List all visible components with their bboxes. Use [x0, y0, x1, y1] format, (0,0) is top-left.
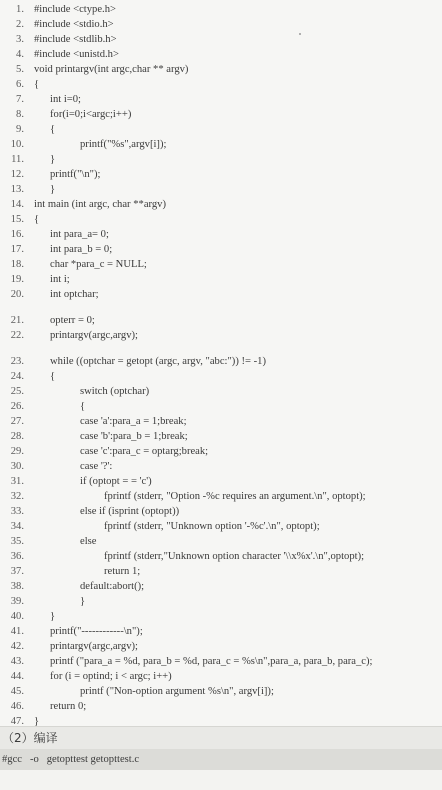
code-text: else if (isprint (optopt)) — [80, 506, 180, 517]
line-number: 27. — [10, 416, 24, 427]
line-number: 3. — [16, 34, 24, 45]
code-text: { — [34, 79, 40, 90]
code-text: int i; — [50, 274, 70, 285]
code-text: { — [34, 214, 40, 225]
line-number: 42. — [10, 641, 24, 652]
line-number: 19. — [10, 274, 24, 285]
code-text: int para_b = 0; — [50, 244, 113, 255]
line-number: 11. — [11, 154, 24, 165]
line-number: 31. — [10, 476, 24, 487]
line-number: 4. — [16, 49, 24, 60]
code-text: { — [50, 371, 56, 382]
line-number: 22. — [10, 330, 24, 341]
line-number: 18. — [10, 259, 24, 270]
code-text: void printargv(int argc,char ** argv) — [34, 64, 189, 75]
line-number: 9. — [16, 124, 24, 135]
line-number: 7. — [16, 94, 24, 105]
line-number: 37. — [10, 566, 24, 577]
compile-command: #gcc -o getopttest getopttest.c — [0, 749, 442, 770]
code-text: { — [80, 401, 86, 412]
code-text: for (i = optind; i < argc; i++) — [50, 671, 172, 682]
code-text: return 0; — [50, 701, 87, 712]
line-number: 5. — [16, 64, 24, 75]
line-number: 15. — [10, 214, 24, 225]
code-text: if (optopt = = 'c') — [80, 476, 152, 487]
line-number: 40. — [10, 611, 24, 622]
line-number: 6. — [16, 79, 24, 90]
line-number: 34. — [10, 521, 24, 532]
line-number: 44. — [10, 671, 24, 682]
code-text: fprintf (stderr, "Option -%c requires an argument.\n", optopt); — [104, 491, 366, 502]
code-text: int main (int argc, char **argv) — [34, 199, 166, 210]
code-text: case '?': — [80, 461, 113, 472]
line-number: 8. — [16, 109, 24, 120]
code-text: printf ("para_a = %d, para_b = %d, para_c = %s\n",para_a, para_b, para_c); — [50, 656, 373, 667]
code-text: printf("\n"); — [50, 169, 101, 180]
code-text: } — [50, 184, 56, 195]
line-number: 23. — [10, 356, 24, 367]
line-number: 32. — [10, 491, 24, 502]
code-text: printf("%s",argv[i]); — [80, 139, 167, 150]
line-number: 30. — [10, 461, 24, 472]
code-text: switch (optchar) — [80, 386, 150, 397]
code-text: #include <stdio.h> — [34, 19, 114, 30]
line-number: 46. — [10, 701, 24, 712]
code-text: opterr = 0; — [50, 315, 95, 326]
line-number: 12. — [10, 169, 24, 180]
code-text: fprintf (stderr, "Unknown option '-%c'.\n", optopt); — [104, 521, 320, 532]
code-text: int para_a= 0; — [50, 229, 109, 240]
line-number: 26. — [10, 401, 24, 412]
line-number: 41. — [10, 626, 24, 637]
speck-mark — [299, 33, 301, 35]
code-text: fprintf (stderr,"Unknown option character '\\x%x'.\n",optopt); — [104, 551, 365, 562]
line-number: 43. — [10, 656, 24, 667]
code-text: } — [34, 716, 40, 727]
line-number: 16. — [10, 229, 24, 240]
code-text: printf("------------\n"); — [50, 626, 143, 637]
line-number: 20. — [10, 289, 24, 300]
code-text: else — [80, 536, 97, 547]
code-text: case 'c':para_c = optarg;break; — [80, 446, 209, 457]
line-number: 36. — [10, 551, 24, 562]
code-text: #include <stdlib.h> — [34, 34, 117, 45]
line-number: 35. — [10, 536, 24, 547]
code-text: } — [80, 596, 86, 607]
code-text: #include <ctype.h> — [34, 4, 116, 15]
code-text: { — [50, 124, 56, 135]
line-number: 38. — [10, 581, 24, 592]
code-text: char *para_c = NULL; — [50, 259, 147, 270]
code-text: printf ("Non-option argument %s\n", argv[i]); — [80, 686, 274, 697]
code-text: } — [50, 611, 56, 622]
code-text: case 'b':para_b = 1;break; — [80, 431, 188, 442]
code-text: #include <unistd.h> — [34, 49, 119, 60]
line-number: 33. — [10, 506, 24, 517]
code-text: return 1; — [104, 566, 141, 577]
line-number: 25. — [10, 386, 24, 397]
line-number: 2. — [16, 19, 24, 30]
line-number: 13. — [10, 184, 24, 195]
line-number: 21. — [10, 315, 24, 326]
line-number: 24. — [10, 371, 24, 382]
line-number: 1. — [16, 4, 24, 15]
code-text: default:abort(); — [80, 581, 145, 592]
code-text: int i=0; — [50, 94, 81, 105]
line-number: 47. — [10, 716, 24, 727]
line-number: 29. — [10, 446, 24, 457]
line-number: 45. — [10, 686, 24, 697]
line-number: 17. — [10, 244, 24, 255]
code-text: printargv(argc,argv); — [50, 641, 138, 652]
line-number: 10. — [10, 139, 24, 150]
code-text: case 'a':para_a = 1;break; — [80, 416, 187, 427]
section-heading: （2）编译 — [0, 727, 442, 749]
code-text: while ((optchar = getopt (argc, argv, "abc:")) != -1) — [50, 356, 267, 367]
code-text: for(i=0;i<argc;i++) — [50, 109, 132, 120]
line-number: 39. — [10, 596, 24, 607]
code-text: int optchar; — [50, 289, 99, 300]
code-text: printargv(argc,argv); — [50, 330, 138, 341]
line-number: 28. — [10, 431, 24, 442]
code-text: } — [50, 154, 56, 165]
line-number: 14. — [10, 199, 24, 210]
